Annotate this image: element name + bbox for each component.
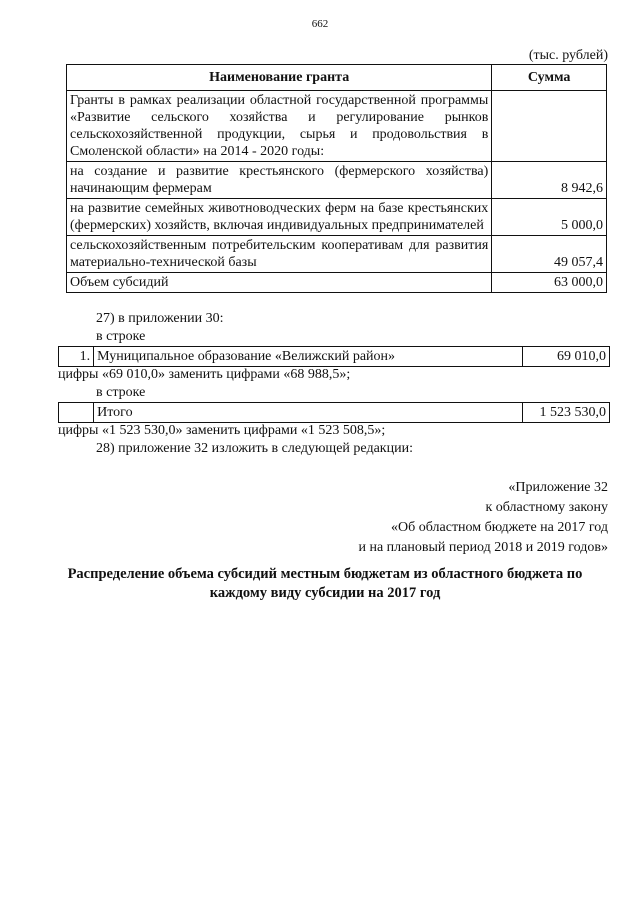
table-row (59, 403, 610, 423)
header-name: Наименование гранта (67, 65, 492, 91)
row-value: 1 523 530,0 (522, 403, 609, 423)
units-label: (тыс. рублей) (528, 48, 608, 63)
row-table (58, 402, 610, 423)
empty-cell (492, 91, 607, 162)
row-value: 69 010,0 (522, 347, 609, 367)
row-number (59, 403, 94, 423)
table-row (67, 199, 607, 236)
total-name: Объем субсидий (67, 273, 492, 293)
grant-sum: 5 000,0 (492, 199, 607, 236)
appendix-line: «Приложение 32 (508, 480, 608, 495)
total-sum: 63 000,0 (492, 273, 607, 293)
appendix-line: «Об областном бюджете на 2017 год (391, 520, 608, 535)
table-header-row (67, 65, 607, 91)
table-row (67, 236, 607, 273)
page-number: 662 (311, 18, 329, 30)
grant-name: сельскохозяйственным потребительским кооперативам для развития материально-технической базы (67, 236, 492, 273)
header-sum: Сумма (492, 65, 607, 91)
replace-instruction: цифры «1 523 530,0» заменить цифрами «1 523 508,5»; (58, 423, 386, 438)
table-row (67, 91, 607, 162)
appendix-line: и на плановый период 2018 и 2019 годов» (358, 540, 608, 555)
table-row (67, 162, 607, 199)
item-27: 27) в приложении 30: (96, 311, 224, 326)
replace-instruction: цифры «69 010,0» заменить цифрами «68 988,5»; (58, 367, 351, 382)
in-line-label: в строке (96, 329, 146, 344)
row-name: Муниципальное образование «Велижский район» (94, 347, 523, 367)
grant-name: на создание и развитие крестьянского (фермерского хозяйства) начинающим фермерам (67, 162, 492, 199)
in-line-label: в строке (96, 385, 146, 400)
table-row (59, 347, 610, 367)
item-28: 28) приложение 32 изложить в следующей редакции: (96, 441, 413, 456)
grant-sum: 8 942,6 (492, 162, 607, 199)
row-name: Итого (94, 403, 523, 423)
section-heading: Распределение объема субсидий местным бюджетам из областного бюджета по каждому виду субсидии на 2017 год (67, 566, 583, 601)
row-number: 1. (59, 347, 94, 367)
grant-name: на развитие семейных животноводческих ферм на базе крестьянских (фермерских) хозяйств, включая индивидуальных предпринимателей (67, 199, 492, 236)
grants-table (66, 64, 607, 293)
appendix-line: к областному закону (485, 500, 608, 515)
program-text: Гранты в рамках реализации областной государственной программы «Развитие сельского хозяйства и регулирование рынков сельскохозяйственной продукции, сырья и продовольствия в Смоленской области» на 2014 - 2020 годы: (67, 91, 492, 162)
appendix-header (358, 478, 608, 558)
row-table (58, 346, 610, 367)
grant-sum: 49 057,4 (492, 236, 607, 273)
total-row (67, 273, 607, 293)
